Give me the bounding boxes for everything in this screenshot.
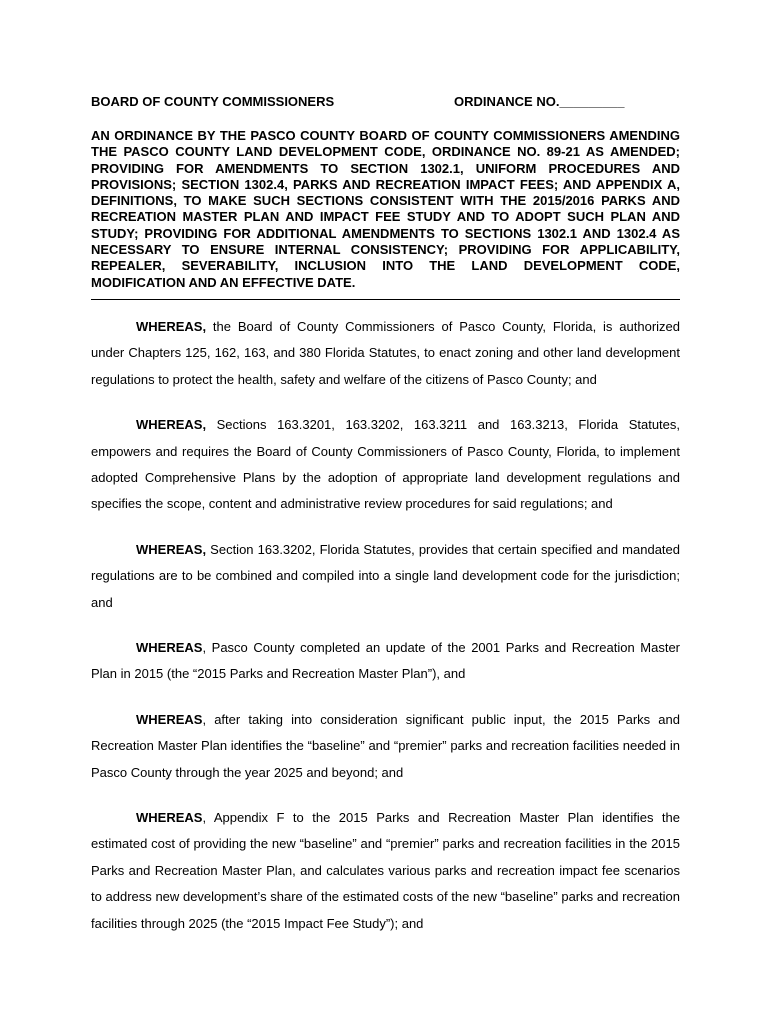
whereas-text: Sections 163.3201, 163.3202, 163.3211 and 163.3213, Florida Statutes, empowers and requires the Board of County Commissioners of Pasco County, Florida, to implement adopted Comprehensive Plans by the adoption of appropriate land development regulations and specifies the scope, content and administrative review procedures for said regulations; and bbox=[91, 417, 680, 512]
board-heading: BOARD OF COUNTY COMMISSIONERS bbox=[91, 94, 335, 109]
whereas-text: Section 163.3202, Florida Statutes, provides that certain specified and mandated regulations are to be combined and compiled into a single land development code for the jurisdiction; and bbox=[91, 541, 680, 610]
whereas-paragraph bbox=[91, 635, 680, 688]
whereas-text: , after taking into consideration significant public input, the 2015 Parks and Recreation Master Plan identifies the “baseline” and “premier” parks and recreation facilities needed in Pasco County through the year 2025 and beyond; and bbox=[91, 711, 680, 780]
title-divider bbox=[91, 299, 680, 300]
document-header bbox=[91, 93, 680, 111]
whereas-keyword: WHEREAS, bbox=[136, 541, 207, 557]
whereas-paragraph bbox=[91, 537, 680, 616]
whereas-keyword: WHEREAS bbox=[136, 711, 203, 727]
whereas-paragraph bbox=[91, 314, 680, 393]
whereas-text: the Board of County Commissioners of Pasco County, Florida, is authorized under Chapters 125, 162, 163, and 380 Florida Statutes, to enact zoning and other land development regulations to protect the health, safety and welfare of the citizens of Pasco County; and bbox=[91, 318, 680, 387]
ordinance-number-heading: ORDINANCE NO._________ bbox=[454, 94, 625, 109]
whereas-text: , Pasco County completed an update of the 2001 Parks and Recreation Master Plan in 2015 (the “2015 Parks and Recreation Master Plan”), and bbox=[91, 640, 680, 682]
whereas-keyword: WHEREAS bbox=[136, 640, 203, 656]
whereas-paragraph bbox=[91, 412, 680, 518]
whereas-keyword: WHEREAS bbox=[136, 810, 203, 826]
document-page bbox=[91, 93, 680, 950]
whereas-keyword: WHEREAS, bbox=[136, 318, 207, 334]
ordinance-title: AN ORDINANCE BY THE PASCO COUNTY BOARD OF COUNTY COMMISSIONERS AMENDING THE PASCO COUNTY LAND DEVELOPMENT CODE, ORDINANCE NO. 89-21 AS AMENDED; PROVIDING FOR AMENDMENTS TO SECTION 1302.1, UNIFORM PROCEDURES AND PROVISIONS; SECTION 1302.4, PARKS AND RECREATION IMPACT FEES; AND APPENDIX A, DEFINITIONS, TO MAKE SUCH SECTIONS CONSISTENT WITH THE 2015/2016 PARKS AND RECREATION MASTER PLAN AND IMPACT FEE STUDY AND TO ADOPT SUCH PLAN AND STUDY; PROVIDING FOR ADDITIONAL AMENDMENTS TO SECTIONS 1302.1 AND 1302.4 AS NECESSARY TO ENSURE INTERNAL CONSISTENCY; PROVIDING FOR APPLICABILITY, REPEALER, SEVERABILITY, INCLUSION INTO THE LAND DEVELOPMENT CODE, MODIFICATION AND AN EFFECTIVE DATE. bbox=[91, 128, 680, 290]
whereas-keyword: WHEREAS, bbox=[136, 417, 207, 433]
whereas-paragraph bbox=[91, 707, 680, 786]
whereas-paragraph bbox=[91, 805, 680, 937]
whereas-text: , Appendix F to the 2015 Parks and Recreation Master Plan identifies the estimated cost of providing the new “baseline” and “premier” parks and recreation facilities in the 2015 Parks and Recreation Master Plan, and calculates various parks and recreation impact fee scenarios to address new development’s share of the estimated costs of the new “baseline” parks and recreation facilities through 2025 (the “2015 Impact Fee Study”); and bbox=[91, 810, 680, 931]
